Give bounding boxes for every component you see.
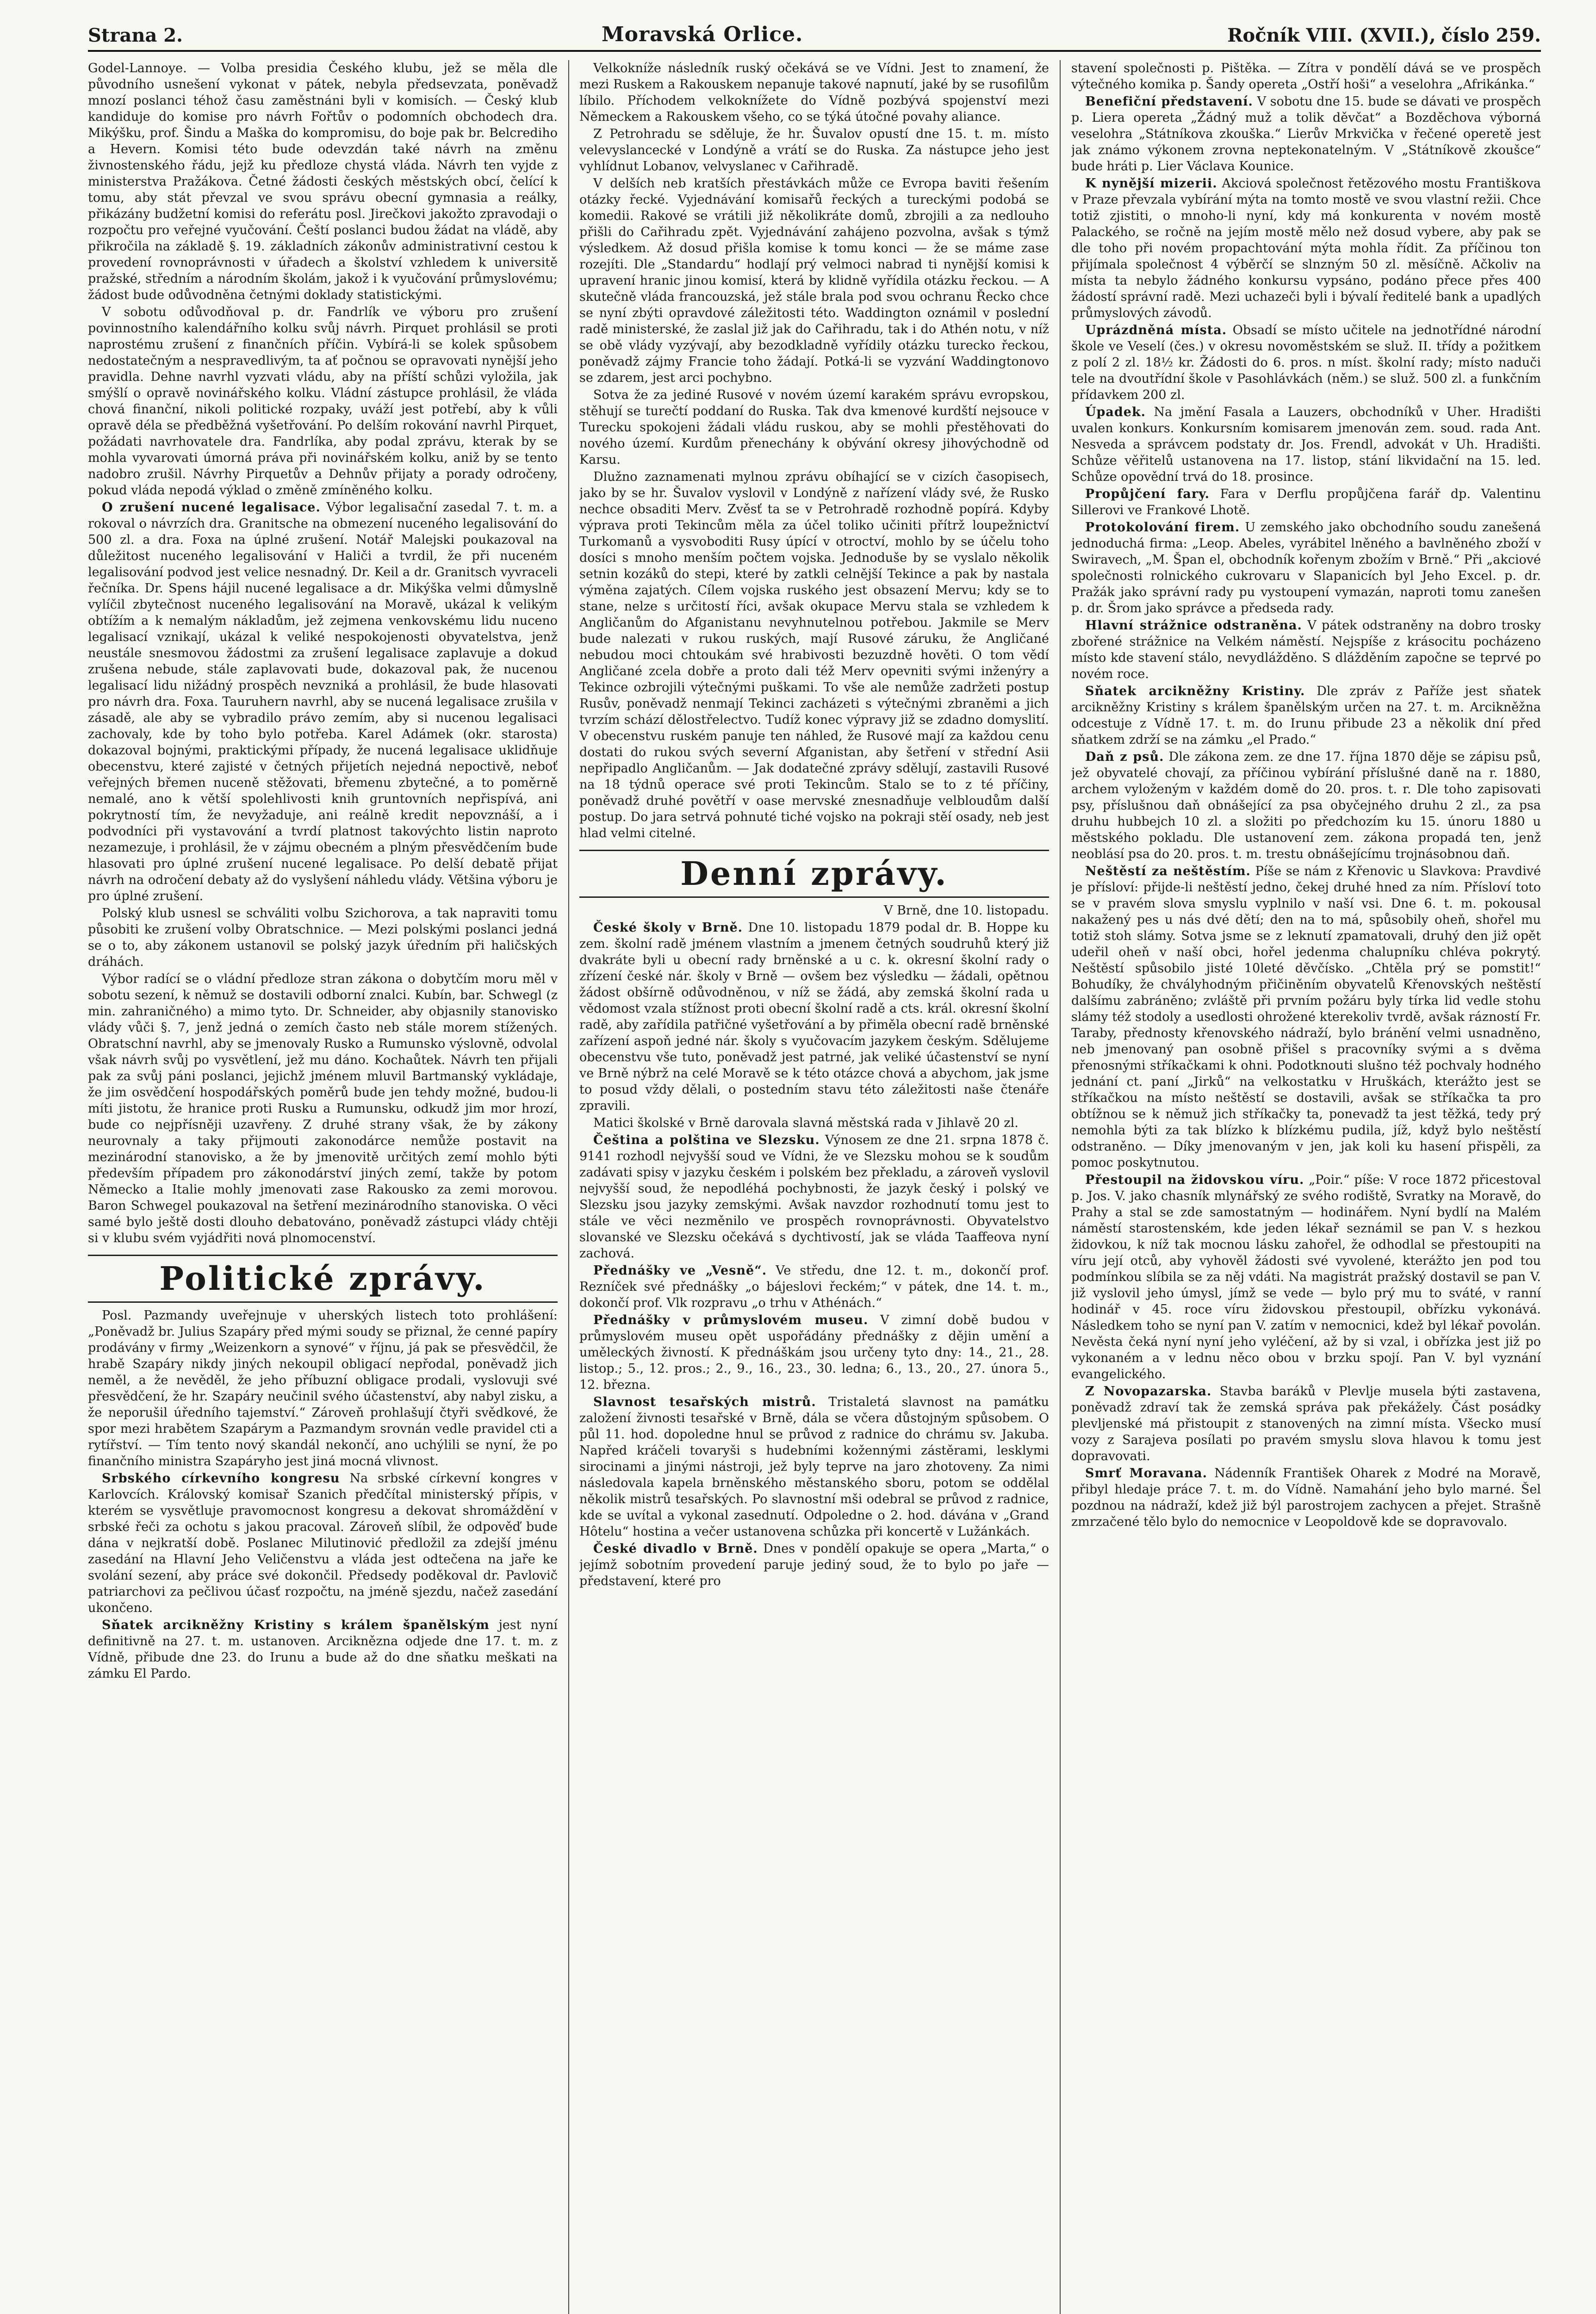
article-heading: Hlavní strážnice odstraněna. (1085, 618, 1302, 633)
article-text: V sobotu odůvodňoval p. dr. Fandrlík ve výboru pro zrušení povinnostního kalendářního kolku svůj návrh. Pirquet prohlásil se proti naprostému zrušení z finančních příčin. Vybírá-li se kolek spůsobem nedostatečným a nespravedlivým, ta ať počnou se opravovati nynější jeho pravidla. Dehne navrhl vyzvati vládu, aby na příští schůzi vyložila, jak smýšlí o opravě novinářského kolku. Vládní zástupce prohlásil, že vláda chová finanční, nikoli politické rozpaky, uváží jest potřebí, aby k vůli opravě déla se předběžná vyšetřování. Po delším rokování navrhl Pirquet, požádati navrhovatele dra. Fandrlíka, aby podal zprávu, kterak by se mohla vyvarovati úmorná práva při novinářském kolku, aniž by se tento nadobro zrušil. Návrhy Pirquetův a Dehnův přijaty a porady odročeny, pokud vláda nepodá výklad o změně zmíněného kolku. (88, 305, 558, 498)
article-text: Godel-Lannoye. — Volba presidia Českého klubu, jež se měla dle původního usnešení vykonat v pátek, nebyla předsevzata, poněvadž mnozí poslanci téhož času zaměstnáni byli v komisích. — Český klub kandiduje do komise pro návrh Fořtův o podomních obchodech dra. Mikýšku, prof. Šindu a Maška do kompromisu, do boje pak br. Belcrediho a Hevern. Komisi této bude odevzdán také návrh na změnu živnostenského řádu, jejž ku předloze chystá vláda. Návrh ten vyjde z ministerstva Pražákova. Četné žádosti českých městských obcí, čelící k tomu, aby stát převzal ve svou správu obecní gymnasia a reálky, přikázány budžetní komisi do referátu posl. Jirečkovi jakožto zpravodaji o rozpočtu pro veřejné vyučování. Čeští poslanci budou žádat na vládě, aby přikročila na základě §. 19. základních zákonův administrativní cestou k provedení rovnoprávnosti v úřadech a školství vzhledem k universitě pražské, středním a národním školám, jakož i k vyučování průmyslovému; žádost bude odůvodněna četnými doklady statistickými. (88, 61, 558, 302)
column-1 (88, 60, 558, 2314)
article-pazmandy (88, 1307, 558, 1469)
article-heading: Benefiční představení. (1085, 94, 1253, 109)
article-firmy (1071, 519, 1541, 616)
article-text: Výnosem ze dne 21. srpna 1878 č. 9141 rozhodl nejvyšší soud ve Vídni, že ve Slezsku mohou se k soudům zadávati spisy v jazyku českém i polském bez překladu, a zároveň vyslovil nejvyšší soud, že nepodléhá pochybnosti, že jazyk český i polský ve Slezsku jsou jazyky zemskými. Avšak navzdor rozhodnutí tomu jest to stále ve věci nezměnilo ve prospěch rovnoprávnosti. Obyvatelstvo slovanské ve Slezsku očekává s dychtivostí, jak se vláda Taaffeova nyní zachová. (579, 1133, 1049, 1261)
article-merv (579, 469, 1049, 841)
article-text: Dle zákona zem. ze dne 17. října 1870 děje se zápisu psů, jež obyvatelé chovají, za příčinou vybírání příslušné daně na r. 1880, archem vyloženým v každém domě do 20. pros. t. r. Dle toho zapisovati psy, příslušnou daň obnášející za psa obyčejného druhu 2 zl., za psa druhu hubbejch 10 zl. a složiti po předchozím ku 15. únoru 1880 u městského pokladu. Dle ustanovení zem. zákona propadá ten, jenž neoblásí psa do 20. pros. t. m. trestu obnášejícímu trojnásobnou daň. (1071, 750, 1541, 861)
article-dobytci-mor (88, 971, 558, 1246)
article-fandrlik (88, 304, 558, 498)
newspaper-title: Moravská Orlice. (601, 23, 803, 46)
article-text: Dle zpráv z Paříže jest sňatek arcikněžny Kristiny s králem španělským určen na 27. t. m. Arcikněžna odcestuje z Vídně 17. t. m. do Irunu přibude 23 a několik dní před sňatkem zdrží se na zámku „el Prado.“ (1071, 684, 1541, 747)
article-text: Nádenník František Oharek z Modré na Moravě, přibyl hledaje práce 7. t. m. do Vídně. Namahání jeho bylo marné. Šel pozdnou na nádraží, kdež již býl parostrojem zachycen a přejet. Strašně zmrzačené tělo bylo do nemocnice v Leopoldově kde se dopravovalo. (1071, 1466, 1541, 1529)
article-heading: Sňatek arcikněžny Kristiny s králem španělským (102, 1618, 490, 1632)
article-text: Posl. Pazmandy uveřejnuje v uherských listech toto prohlášení: „Poněvadž br. Julius Szapáry před mými soudy se přiznal, že cenné papíry prodávány v firmy „Weizenkorn a synové“ v říjnu, já pak se přesvědčil, že hrabě Szapáry nikdy jiných nekoupil obligací nepřodal, poněvadž jich neměl, a že nevěděl, že jeho příbuzní obligace prodali, vyslovuji své přesvědčení, že hr. Szapáry neučinil svého účastenství, aby nabyl zisku, a že neporušil úředního tajemství.“ Zároveň prohlašují čtyři svědkové, že spor mezi hrabětem Szapárym a Pazmandym srovnán vedle pravidel cti a rytířství. — Tím tento nový skandál nekončí, ano uchýlili se nyní, že po finančního ministra Szapáryho jest jiná mocná vlivnost. (88, 1308, 558, 1468)
article-text: Na srbské církevní kongres v Karlovcích. Královský komisař Szanich předčítal ministerský přípis, v kterém se vysvětluje pravomocnost kongresu a dekovat shromáždění v srbské řeči za ochotu s jakou pracoval. Zároveň slíbil, že odpověď bude dána v nejkratší době. Poslanec Milutinović předložil za zdejší jménu zasedání na Hlavní Jeho Veličenstvu a vláda jest odtečena na jaře ke svolání sezení, aby práce své dokončil. Předsedy poděkoval dr. Pavlovič patriarchovi za pečlivou účasť rozpočtu, na jméně sjezdu, načež zasedání ukončeno. (88, 1471, 558, 1615)
article-text: Polský klub usnesl se schváliti volbu Szichorova, a tak napraviti tomu působiti ke zrušení volby Obratschnice. — Mezi polskými poslanci jedná se o to, aby zákonem ustanovil se polský jazyk úředním při haličských dráhách. (88, 906, 558, 969)
article-matice (579, 1115, 1049, 1131)
article-text: Na jmění Fasala a Lauzers, obchodníků v Uher. Hradišti uvalen konkurs. Konkursním komisarem jmenován zem. soud. rada Ant. Nesveda a správcem podstaty dr. Jos. Frendl, advokát v Uh. Hradišti. Schůze věřitelů ustanovena na 17. listop, stání likvidační na 15. led. Schůze opovědní trvá do 18. prosince. (1071, 405, 1541, 484)
issue-info (1222, 25, 1541, 46)
columns (88, 60, 1541, 2314)
article-text: Píše se nám z Křenovic u Slavkova: Pravdivé je přísloví: přijde-li neštěstí jedno, čekej druhé hned za ním. Přísloví toto se v pravém slova smyslu vyplnilo v naší vsi. Dne 6. t. m. pokousal nakažený pes u nás dvé dětí; den na to má, spůsobily oheň, shořel mu totiž stoh slámy. Sotva jsme se z leknutí zpamatovali, druhý den již opět udeřil oheň v naší obci, hořel jedenma chalupníku chléva pokrytý. Neštěstí spůsobilo jisté 10leté děvčísko. „Chtěla prý se pomstit!“ Bohudíky, že chvályhodným přičiněním obyvatelů Křenovských neštěstí dalšímu zabráněno; zvláště při prvním požáru byly tírka lid vedle stohu slámy též stodoly a usedlosti ohrožené kterekoliv tvrdě, avšak rázností Fr. Taraby, přednosty křenovského nádraží, bylo bránění velmi usnadněno, neb jmenovaný pan osobně přišel s pracovníky svými a s dvěma přenosnými stříkačkami k ohni. Podotknouti slušno též pochvaly hodného jednání ct. paní „Jirků“ na velkostatku v Hruškách, kterážto jest se stříkačkou na místo neštěstí se dostavili, avšak se stříkačka ta pro obtížnou se k němuž jich stříkačky ta, ponevadž ta jest těžká, tedy prý nemohla býti za tak blízko k blízkému pudila, jíž, když bylo neštěstí odstraněno. — Díky jmenovaným v jen, jak koli ku hasení přispěli, za pomoc poskytnutou. (1071, 864, 1541, 1170)
article-heading: Smrť Moravana. (1085, 1466, 1208, 1480)
article-text: Dne 10. listopadu 1879 podal dr. B. Hoppe ku zem. školní radě jménem vlastním a jmenem četných soudruhů který již dvakráte byli u obecní rady brněnské a u c. k. okresní školní rady o zřízení české nár. školy v Brně — ovšem bez výsledku — žádali, opětnou žádost obšírně odůvodněnou, v níž se žádá, aby zemská školní rada u vědomost vzala stížnost proti obecní školní radě a cts. král. okresní školní radě, aby zařídila patřičné vyšetřování a by přiměla obecní radě brněnské zařízení aspoň jedné nár. školy s vyučovacím jazykem českým. Sdělujeme obecenstvu vše tuto, poněvadž jest patrné, jak veliké účastenství se nyní ve Brně nýbrž na celé Moravě se k této otázce chová a abychom, jak jsme to posud vždy dělali, o postedním stavu této záležitosti naše čtenáře zpravili. (579, 921, 1049, 1113)
article-heading: K nynější mizerii. (1085, 176, 1217, 191)
article-text: „Poir.“ píše: V roce 1872 přicestoval p. Jos. V. jako chasník mlynářský ze svého rodiště, Svratky na Moravě, do Prahy a stal se zde samostatným — hodinářem. Nyní bydlí na Malém náměstí starostenském, kde jeden lékař seznámil se pan V. s hezkou židovkou, k níž tak mocnou lásku zahořel, že odhodlal se přestoupiti na víru její otců, aby vyhověl žádosti své vyvolené, kterážto jen pod tou podmínkou slíbila se za něj vdáti. Na magistrát pražský dostavil se pan V. již vyslovil jeho úmysl, jímž se vede — bylo prý mu to sváté, v ranní hodinář v 45. roce víru židovskou přestoupil, obřízku vykonává. Následkem toho se nyní pan V. zatím v nemocnici, kdež byl lékař povolán. Nevěsta čeká nyní nyní jeho vyléčení, až by si vzal, i obřízka jest již po vykonaném a v lednu něco obou v brzku spojí. Pan V. byl vyznání evangelického. (1071, 1173, 1541, 1381)
column-rule (1060, 60, 1061, 2314)
article-museum (579, 1312, 1049, 1393)
article-snatek (88, 1617, 558, 1682)
article-heading: Srbského církevního kongresu (102, 1471, 340, 1486)
article-text: Z Petrohradu se sděluje, že hr. Šuvalov opustí dne 15. t. m. místo velevyslancecké v Londýně a vrátí se do Ruska. Za nástupce jeho jest vyhlídnut Lobanov, velvyslanec v Cařihradě. (579, 127, 1049, 174)
article-velkoknize (579, 60, 1049, 125)
article-kurdove (579, 387, 1049, 468)
article-dan-psu (1071, 749, 1541, 862)
article-divadlo (579, 1541, 1049, 1589)
article-heading: České divadlo v Brně. (593, 1542, 758, 1556)
article-text: Sotva že za jediné Rusové v novém území karakém správu evropskou, stěhují se turečtí poddaní do Ruska. Tak dva kmenové kurdští nejsouce v Turecku spokojeni žádali vládu ruskou, aby se mohli přestěhovati do nového území. Kurdům přenechány k obývání okresy jihovýchodně od Karsu. (579, 388, 1049, 467)
article-smrt-moravana (1071, 1465, 1541, 1530)
article-tesari (579, 1394, 1049, 1540)
article-heading: Uprázdněná místa. (1085, 323, 1227, 337)
article-srbsky-kongres (88, 1470, 558, 1616)
article-text: Velkokníže následník ruský očekává se ve Vídni. Jest to znamení, že mezi Ruskem a Rakouskem nepanuje takové napnutí, jaké by se rusofilům líbilo. Příchodem velkoknížete do Vídně pozbývá spojenství mezi Německem a Rakouskem všeho, co se týká útočné povahy aliance. (579, 61, 1049, 124)
article-benefice (1071, 93, 1541, 174)
volume-label: Ročník VIII. (XVII.), (1227, 25, 1436, 46)
article-text: Ve středu, dne 12. t. m., dokončí prof. Rezníček své přednášky „o bájeslovi řeckém;“ v pátek, dne 14. t. m., dokončí prof. Vlk rozpravu „o trhu v Athénách.“ (579, 1263, 1049, 1310)
article-mista (1071, 322, 1541, 403)
page-label: Strana 2. (88, 25, 183, 46)
article-text: Výbor radící se o vládní předloze stran zákona o dobytčím moru měl v sobotu sezení, k němuž se dostavili odborní znalci. Kubín, bar. Schwegl (z min. zahraničného) a mimo tyto. Dr. Schneider, aby objasnily stanovisko vlády vůči §. 7, jenž jedná o zemích často neb stále morem stížených. Obratschní navrhl, aby se jmenovaly Rusko a Rumunsko výslovně, odvolal však návrh svůj po vysvětlení, jež mu dáno. Kochaůtek. Návrh ten přijali pak za svůj páni poslanci, jejichž jménem mluvil Bartmanský vykládaje, že jim osvědčení hospodářských poměrů bude jen tehdy možné, budou-li míti jistotu, že hranice proti Rusku a Rumunsku, odkudž jim mor hrozí, bude co nejpřísněji uzavřeny. Z druhé strany však, že by zákony neurovnaly a taky přijmouti zakonodárce nemůže postavit na mezinárodní stanovisko, a že by jmenovitě určitých zemí mohlo býti především případem pro zákonodárství jiných zemí, takže by potom Německo a Italie mohly jmenovati zase Rakousko za zemi morovou. Baron Schwegel poukazoval na šetření mezinárodního stanoviska. O věci samé bylo ještě dosti dlouho debatováno, poněvadž zástupci vlády chtěji si v klubu svém vyjádřiti nová plnomocenství. (88, 972, 558, 1245)
article-heading: Slavnost tesařských mistrů. (593, 1395, 816, 1409)
article-text: Dnes v pondělí opakuje se opera „Marta,“ o jejímž sobotním provedení paruje jediný soud, že to bylo po jaře — představení, které pro (579, 1542, 1049, 1588)
article-text: Akciová společnost řetězového mostu Františkova v Praze převzala vybírání mýta na tomto mostě ve svou vlastní režii. Chce totiž zjistiti, o mnoho-li nyní, kdy má konkurenta v novém mostě Palackého, se ročně na jejím mostě mělo než dosud vybere, aby pak se dle toho při novém propachtování mýta mohla řídit. Za příčinou ton přijímala společnost 4 výběrčí se slnzným 50 zl. měsíčně. Ačkoliv na místa ta nebylo žádného konkursu vypsáno, podáno přece přes 400 žádostí správní radě. Mezi uchazeči byli i bývalí ředitelé bank a upadlých průmyslových závodů. (1071, 176, 1541, 320)
article-suvalov (579, 126, 1049, 174)
article-heading: O zrušení nucené legalisace. (102, 500, 321, 515)
article-text: Fara v Derflu propůjčena farář dp. Valentinu Sillerovi ve Frankové Lhotě. (1071, 487, 1541, 517)
article-mizerie (1071, 175, 1541, 321)
article-otazka-recka (579, 175, 1049, 386)
article-slezsko (579, 1132, 1049, 1262)
column-3 (1071, 60, 1541, 2314)
article-text: V delších neb kratších přestávkách může ce Evropa baviti řešením otázky řecké. Vyjednávání komisařů řeckých a tureckými podobá se komedii. Rakové se vrátili již několikráte domů, zbrojili a za nedlouho přišli do Cařihradu zpět. Vyjednávání zahájeno pozvolna, avšak s týmž výsledkem. Až dosud přišla komise k tomu konci — že se máme zase rozejíti. Dle „Standardu“ hodlají prý velmoci nabrad ti nynější komisi k upravení hranic jinou komisí, která by klidně vyřídila otázku řeckou. — A skutečně vláda francouzská, jež stále brala pod svou ochranu Řecko chce se nyní zbýti opravdové záležitosti této. Waddington oznámil v poslední radě ministerské, že zaslal již jak do Cařihradu, tak i do Athén notu, v níž se obě vlády vyzývají, aby bezodkladně vyřídily otázku turecko řeckou, poněvadž zájmy Francie toho žádají. Potká-li se vyzvání Waddingtonovo se zdarem, jest arci pochybno. (579, 176, 1049, 385)
article-text: Obsadí se místo učitele na jednotřídné národní škole ve Veselí (čes.) v okresu novoměstském se služ. II. třídy a požitkem z polí 2 zl. 18½ kr. Žádosti do 6. pros. n míst. školní rady; místo naduči tele na dvoutřídní škole v Pasohlávkách (něm.) se služ. 500 zl. a funkčním přídavkem 200 zl. (1071, 323, 1541, 402)
article-fara (1071, 486, 1541, 518)
newspaper-page (88, 14, 1541, 2314)
issue-number: číslo 259. (1441, 25, 1541, 46)
article-text: U zemského jako obchodního soudu zanešená jednoduchá firma: „Leop. Abeles, vyrábitel lněného a bavlněného zboží v Swiravech, „M. Špan el, obchodník kořenym zbožím v Brně.“ Při „akciové společnosti rolnického cukrovaru v Slapanicích byl Jeho Excel. p. dr. Pražák jako správní rady pu vystoupení vymazán, naproti tomu zanešen p. dr. Šrom jako správce a předseda rady. (1071, 520, 1541, 616)
article-heading: Propůjčení fary. (1085, 487, 1210, 501)
article-text: Dlužno zaznamenati mylnou zprávu obíhající se v cizích časopisech, jako by se hr. Šuvalov vyslovil v Londýně z nařízení vlády své, že Rusko nechce obsaditi Merv. Zvěsť ta se v Petrohradě rozhodně popírá. Kdyby výprava proti Tekincům měla za účel toliko učiniti přítrž loupežnictví Turkomanů a vysvoboditi Rusy úpící v otroctví, mohlo by se účelu toho dosíci s mnoho menším počtem vojska. Jednoduše by se vyslalo několik setnin kozáků do stepi, které by zatkli celnější Tekince a pak by nastala výměna zajatých. Cílem vojska ruského jest obsazení Mervu; kdy se to stane, nelze s určitostí říci, avšak okupace Mervu stala se vzhledem k Angličanům do Afganistanu nevyhnutelnou potřebou. Jakmile se Merv bude nalezati v rukou ruských, mají Rusové záruku, že Angličané nebudou moci chtoukám své hrabivosti bezuzdně hověti. O tom vědí Angličané zcela dobře a proto dali též Merv opevniti svými inženýry a Tekince ozbrojili výtečnými puškami. To vše ale nemůže zadržeti postup Rusův, poněvadž nenmají Tekinci zacházeti s výtečnými zbraněmi a jich tvrzím schází dělostřelectvo. Tudíž konec výpravy již se zdadno domyslití. V obecenstvu ruském panuje ten náhled, že Rusové mají za každou cenu dostati do rukou svých severní Afganistan, aby šetření v střední Asii nepřipadlo Angličanům. — Jak dodatečné zprávy sdělují, zastavili Rusové na 18 týdnů operace své proti Tekincům. Stalo se to z té příčiny, poněvadž druhé povětří v oase mervské znesnadňuje velbloudům další postup. Do jara setrvá pohnuté tiché vojsko na pokraji stěí osady, neb jest hlad velmi citelné. (579, 470, 1049, 840)
article-heading: Přednášky ve „Vesně“. (593, 1263, 767, 1278)
article-straznice (1071, 617, 1541, 682)
masthead (88, 14, 1541, 52)
section-title-politicke: Politické zprávy. (88, 1255, 558, 1303)
article-upadek (1071, 404, 1541, 485)
article-heading: Daň z psů. (1085, 750, 1164, 764)
article-text: Výbor legalisační zasedal 7. t. m. a rokoval o návrzích dra. Granitsche na obmezení nuceného legalisování do 500 zl. a dra. Foxa na úplné zrušení. Notář Malejski poukazoval na důležitost nuceného legalisování v Haliči a tvrdil, že při nuceném legalisování podvod jest velice nesnadný. Dr. Keil a dr. Granitsch vyvraceli řečníka. Dr. Spens hájil nucené legalisace a dr. Mikýška velmi důmyslně vylíčil zbytečnost nuceného legalisování na Moravě, ukázal k velikým obtížím a k nemalým nákladům, jež zejmena venkovskému lidu nuceno legalisací vznikají, ukázal k veliké nespokojenosti obyvatelstva, jenž neustále snesmovou žádostmi za zrušení legalisace zaplavuje a dokud zrušena nebude, stále zaplavovati bude, dokazoval pak, že nucenou legalisací lidu nižádný prospěch nevzniká a prohlásil, že bude hlasovati pro návrh dra. Foxa. Tauruhern navrhl, aby se nucená legalisace zrušila v zásadě, ale aby se vybradilo právo zemím, aby si nucenou legalisaci zachovaly, kde by toho bylo potřeba. Karel Adámek (okr. starosta) dokazoval bojnými, praktickými případy, že nucená legalisace uklidňuje obecenstvu, které zajisté v četných přijetích nejedná nepoctivě, neboť veřejných břemen nuceně stěžovati, břemenu zbytečné, a to poměrně nemalé, ano k větší spolehlivosti knih gruntovních nepřispívá, ani pokrytností tím, že nevyžaduje, ani reálně kredit nepovznáší, a i podvodníci při vystavování a tvrdí platnost takovýchto listin naproto nezamezuje, i prohlásil, že v zájmu obecném a plným přesvědčením bude hlasovati pro úplné zrušení nucené legalisace. Po delší debatě přijat návrh na odročení debaty až do vyslyšení náhledu vlády. Většina výboru je pro úplné zrušení. (88, 500, 558, 903)
dateline: V Brně, dne 10. listopadu. (884, 903, 1049, 918)
article-nestesti (1071, 863, 1541, 1171)
article-heading: České školy v Brně. (593, 921, 743, 935)
article-text: V sobotu dne 15. bude se dávati ve prospěch p. Liera opereta „Žádný muž a tolik děvčat“ a Bozděchova výborná veselohra „Státníkova zkouška.“ Lierův Mrkvička v řečené operetě jest jak známo výkonem zrovna neptekonatelným. V „Státníkově zkoušce“ bude hráti p. Lier Václava Kounice. (1071, 94, 1541, 174)
article-heading: Sňatek arcikněžny Kristiny. (1085, 684, 1305, 698)
article-snatek-2 (1071, 683, 1541, 748)
article-heading: Přednášky v průmyslovém museu. (593, 1313, 869, 1327)
article-text: Matici školské v Brně darovala slavná městská rada v Jihlavě 20 zl. (593, 1116, 1018, 1130)
article-heading: Z Novopazarska. (1085, 1384, 1212, 1399)
article-text: jest nyní definitivně na 27. t. m. ustanoven. Arciknězna odjede dne 17. t. m. z Vídně, přibude dne 23. do Irunu a bude až do dne sňatku meškati na zámku El Pardo. (88, 1618, 558, 1681)
article-text: V zimní době budou v průmyslovém museu opět uspořádány přednášky z dějin umění a uměleckých živností. K přednáškám jsou určeny tyto dny: 14., 21., 28. listop.; 5., 12. pros.; 2., 9., 16., 23., 30. ledna; 6., 13., 20., 27. února 5., 12. března. (579, 1313, 1049, 1392)
article-text: Stavba baráků v Plevlje musela býti zastavena, poněvadž zdraví tak že zemská správa pak překážely. Část posádky plevljenské má přistoupit z stanovených na zimní místa. Všecko musí vozy z Sarajeva posílati po pravém smyslu slova hlavou k tomu jest dopravovati. (1071, 1384, 1541, 1463)
article-legalisace (88, 499, 558, 904)
article-heading: Neštěstí za neštěstím. (1085, 864, 1251, 878)
article-heading: Protokolování firem. (1085, 520, 1240, 535)
article-zidovska-vira (1071, 1172, 1541, 1382)
article-text: Tristaletá slavnost na památku založení živnosti tesařské v Brně, dála se včera důstojným spůsobem. O půl 11. hod. dopoledne hnul se průvod z radnice do chrámu sv. Jakuba. Napřed kráčeli tovaryši s hudebními kožennými zástěrami, lesklymi sirocinami a jinými nástroji, jež byly teprve na jaro zhotoveny. Za nimi následovala kapela brněnského městanského sboru, potom se oddělal několik mistrů tesařských. Po slavnostní mši odebral se průvod z radnice, kde se uvítal a vykonal zasednutí. Odpoledne o 2. hod. dávána v „Grand Hôtelu“ hostina a večer ustanovena schůzka při koncertě v Lužánkách. (579, 1395, 1049, 1539)
article-heading: Přestoupil na židovskou víru. (1085, 1173, 1304, 1187)
section-title-denni: Denní zprávy. (579, 850, 1049, 898)
column-rule (568, 60, 569, 2314)
article-novopazarsko (1071, 1383, 1541, 1464)
article-text: stavení společnosti p. Pištěka. — Zítra v pondělí dává se ve prospěch výtečného komika p. Šandy opereta „Ostří hoši“ a veselohra „Afrikánka.“ (1071, 61, 1541, 92)
article-ceske-skoly (579, 920, 1049, 1114)
article-text: V pátek odstraněny na dobro trosky zbořené strážnice na Velkém náměstí. Nejspíše z krásocitu pocházeno místo kde stavení stálo, nevydlážděno. S dlážděním započne se teprvé po novém roce. (1071, 618, 1541, 681)
article-heading: Čeština a polština ve Slezsku. (593, 1133, 820, 1147)
article-vesna (579, 1263, 1049, 1311)
column-2 (579, 60, 1049, 2314)
article-polsky-klub (88, 905, 558, 970)
article-heading: Úpadek. (1085, 405, 1146, 419)
